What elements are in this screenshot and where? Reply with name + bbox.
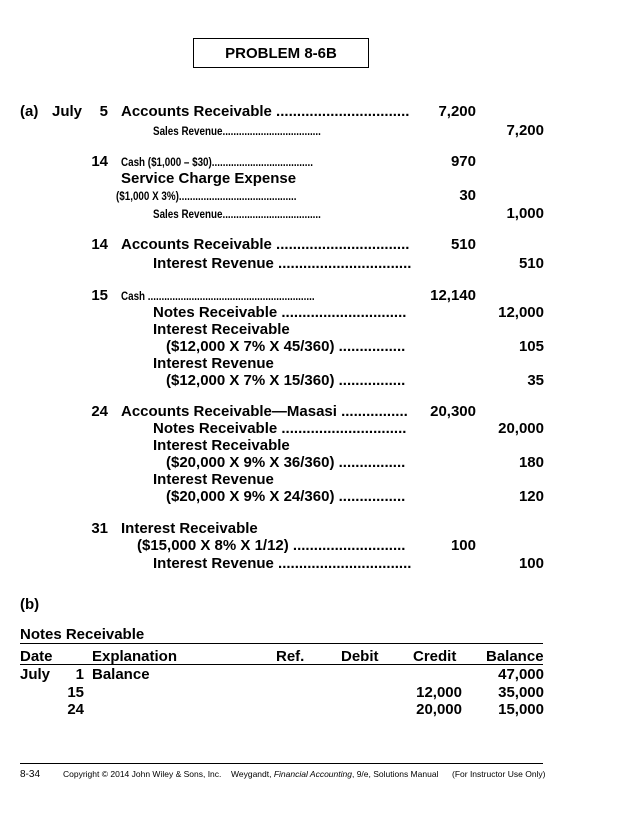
credit-amount: 510: [518, 255, 544, 272]
entry-line-text: Interest Revenue: [153, 355, 274, 372]
entry-line-text: Sales Revenue....................................: [153, 207, 321, 221]
credit-amount: 7,200: [506, 122, 544, 139]
entry-line-text: Accounts Receivable ................................: [121, 236, 410, 253]
entry-line-text: Accounts Receivable—Masasi ................: [121, 403, 408, 420]
entry-line-text: ($12,000 X 7% X 45/360) ................: [166, 338, 406, 355]
credit-amount: 20,000: [498, 420, 544, 437]
entry-day: 15: [91, 287, 108, 304]
debit-amount: 30: [459, 187, 476, 204]
ledger-balance: 15,000: [498, 701, 544, 718]
debit-amount: 20,300: [430, 403, 476, 420]
credit-amount: 12,000: [498, 304, 544, 321]
ledger-balance: 35,000: [498, 684, 544, 701]
entry-line-text: Notes Receivable ..............................: [153, 420, 407, 437]
ledger-header-debit: Debit: [341, 648, 379, 665]
entry-line-text: Interest Receivable: [153, 437, 290, 454]
entry-line-text: ($1,000 X 3%)...........................................: [116, 189, 297, 203]
entry-line-text: Cash .............................................................: [121, 289, 315, 303]
entry-day: 31: [91, 520, 108, 537]
book-edition: , 9/e, Solutions Manual: [351, 769, 439, 779]
entry-line-text-cell: [121, 153, 355, 171]
entry-line-text: Service Charge Expense: [121, 170, 297, 187]
entry-line-text: ($12,000 X 7% X 15/360) ................: [166, 372, 406, 389]
credit-amount: 100: [518, 555, 544, 572]
debit-amount: 510: [450, 236, 476, 253]
credit-amount: 180: [518, 454, 544, 471]
ledger-day: 24: [67, 701, 84, 718]
debit-amount: 100: [450, 537, 476, 554]
ledger-account-name: Notes Receivable: [20, 626, 145, 643]
entry-line-text: Interest Revenue ................................: [153, 555, 412, 572]
entry-line-text: Accounts Receivable ................................: [121, 103, 410, 120]
book-title: Financial Accounting: [273, 769, 352, 779]
ledger-header-date: Date: [20, 648, 53, 665]
entry-line-text-cell: [153, 122, 358, 140]
entry-day: 24: [91, 403, 108, 420]
entry-day: 14: [91, 153, 108, 170]
part-a-label: (a): [20, 103, 39, 120]
ledger-header-ref: Ref.: [276, 648, 305, 665]
credit-amount: 120: [518, 488, 544, 505]
entry-line-text: Notes Receivable ..............................: [153, 304, 407, 321]
ledger-header-credit: Credit: [413, 648, 457, 665]
part-b-label: (b): [20, 596, 40, 613]
ledger-month: July: [20, 666, 51, 683]
entry-line-text: Interest Revenue: [153, 471, 274, 488]
ledger-header-balance: Balance: [486, 648, 544, 665]
credit-amount: 105: [518, 338, 544, 355]
entry-line-text: ($20,000 X 9% X 36/360) ................: [166, 454, 406, 471]
credit-amount: 1,000: [506, 205, 544, 222]
ledger-top-rule: [20, 643, 543, 644]
ledger-header-explanation: Explanation: [92, 648, 178, 665]
ledger-explanation: Balance: [92, 666, 150, 683]
credit-amount: 35: [527, 372, 544, 389]
book-author: Weygandt,: [231, 769, 274, 779]
debit-amount: 12,140: [430, 287, 476, 304]
entry-line-text: Interest Receivable: [153, 321, 290, 338]
footer-rule: [20, 763, 543, 764]
entry-line-text: ($20,000 X 9% X 24/360) ................: [166, 488, 406, 505]
entry-line-text-cell: [121, 287, 357, 305]
ledger-balance: 47,000: [498, 666, 544, 683]
entry-day: 14: [91, 236, 108, 253]
entry-line-text: Sales Revenue....................................: [153, 124, 321, 138]
problem-title: PROBLEM 8-6B: [225, 45, 337, 62]
entry-line-text: Interest Receivable: [121, 520, 258, 537]
ledger-credit: 12,000: [416, 684, 462, 701]
ledger-day: 1: [75, 666, 84, 683]
ledger-credit: 20,000: [416, 701, 462, 718]
copyright-text: Copyright © 2014 John Wiley & Sons, Inc.: [63, 769, 222, 779]
month-label: July: [52, 103, 83, 120]
book-citation: [231, 769, 438, 780]
entry-day: 5: [99, 103, 108, 120]
entry-line-text: Cash ($1,000 – $30).....................................: [121, 155, 313, 169]
instructor-note: (For Instructor Use Only): [452, 769, 546, 779]
debit-amount: 7,200: [438, 103, 476, 120]
entry-line-text-cell: [116, 187, 336, 205]
debit-amount: 970: [450, 153, 476, 170]
entry-line-text: Interest Revenue ................................: [153, 255, 412, 272]
page-number: 8-34: [20, 769, 41, 780]
ledger-day: 15: [67, 684, 84, 701]
problem-title-box: [193, 38, 369, 68]
entry-line-text-cell: [153, 205, 358, 223]
ledger-header-rule: [20, 664, 543, 665]
entry-line-text: ($15,000 X 8% X 1/12) ...........................: [137, 537, 406, 554]
